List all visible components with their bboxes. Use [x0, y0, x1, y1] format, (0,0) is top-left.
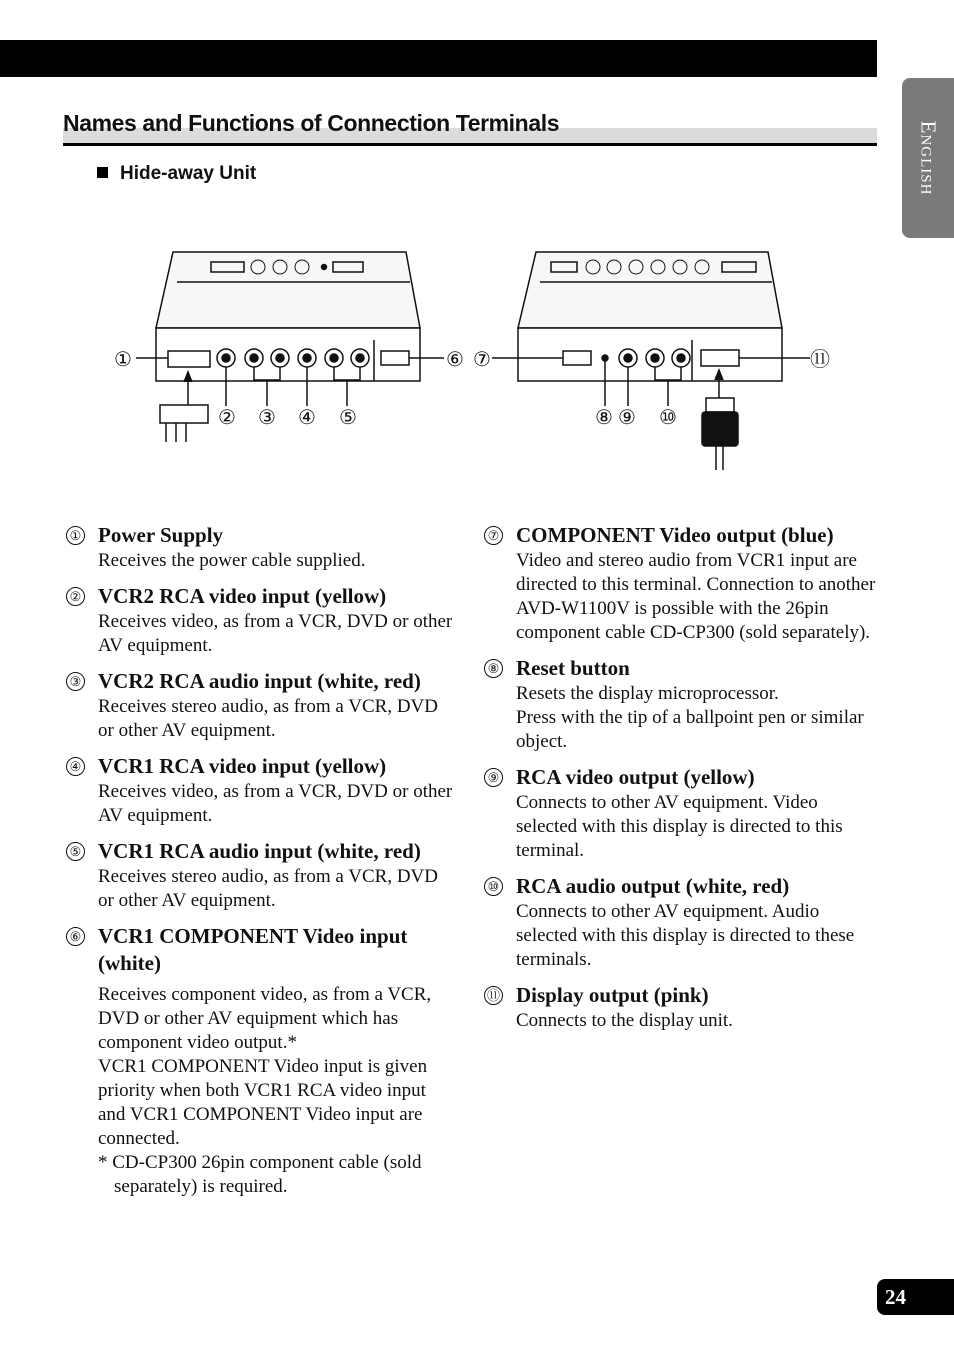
- list-item: ③ VCR2 RCA audio input (white, red) Receives stereo audio, as from a VCR, DVD or other AV equipment.: [66, 668, 458, 743]
- callout-9: ⑨: [618, 407, 636, 429]
- hide-away-unit-diagram: [100, 240, 840, 480]
- list-item: ⑧ Reset button Resets the display microprocessor. Press with the tip of a ballpoint pen or similar object.: [484, 655, 876, 754]
- subheading: Hide-away Unit: [97, 163, 256, 185]
- list-item: ④ VCR1 RCA video input (yellow) Receives video, as from a VCR, DVD or other AV equipment.: [66, 753, 458, 828]
- list-item: ⑪ Display output (pink) Connects to the display unit.: [484, 982, 876, 1033]
- callout-7: ⑦: [473, 349, 491, 371]
- list-item: ① Power Supply Receives the power cable supplied.: [66, 522, 458, 573]
- callout-11: ⑪: [810, 349, 830, 371]
- language-tab: English: [902, 78, 954, 238]
- callout-8: ⑧: [595, 407, 613, 429]
- section-heading: [63, 108, 877, 148]
- footnote: * CD-CP300 26pin component cable (sold separately) is required.: [98, 1152, 422, 1197]
- callout-3: ③: [258, 407, 276, 429]
- terminal-list-left: [66, 522, 458, 1209]
- list-item: ⑨ RCA video output (yellow) Connects to other AV equipment. Video selected with this display is directed to this terminal.: [484, 764, 876, 863]
- section-title: Names and Functions of Connection Terminals: [63, 110, 560, 136]
- square-bullet-icon: [97, 167, 108, 178]
- callout-10: ⑩: [659, 407, 677, 429]
- list-item: ② VCR2 RCA video input (yellow) Receives video, as from a VCR, DVD or other AV equipment.: [66, 583, 458, 658]
- callout-1: ①: [114, 349, 132, 371]
- list-item: ⑥ VCR1 COMPONENT Video input (white) Receives component video, as from a VCR, DVD or other AV equipment which has component video output.* VCR1 COMPONENT Video input is given priority when both VCR1 RCA video input and VCR1 COMPONENT Video input are connected. * CD-CP300 26pin component cable (sold separately) is required.: [66, 923, 458, 1199]
- list-item: ⑩ RCA audio output (white, red) Connects to other AV equipment. Audio selected with this display is directed to these terminals.: [484, 873, 876, 972]
- page-number: 24: [877, 1279, 954, 1315]
- callout-2: ②: [218, 407, 236, 429]
- terminal-list-right: [484, 522, 876, 1043]
- list-item: ⑤ VCR1 RCA audio input (white, red) Receives stereo audio, as from a VCR, DVD or other AV equipment.: [66, 838, 458, 913]
- list-item: ⑦ COMPONENT Video output (blue) Video and stereo audio from VCR1 input are directed to this terminal. Connection to another AVD-W1100V is possible with the 26pin component cable CD-CP300 (sold separately).: [484, 522, 876, 645]
- header-bar: [0, 40, 877, 77]
- callout-5: ⑤: [339, 407, 357, 429]
- callout-4: ④: [298, 407, 316, 429]
- callout-6: ⑥: [446, 349, 464, 371]
